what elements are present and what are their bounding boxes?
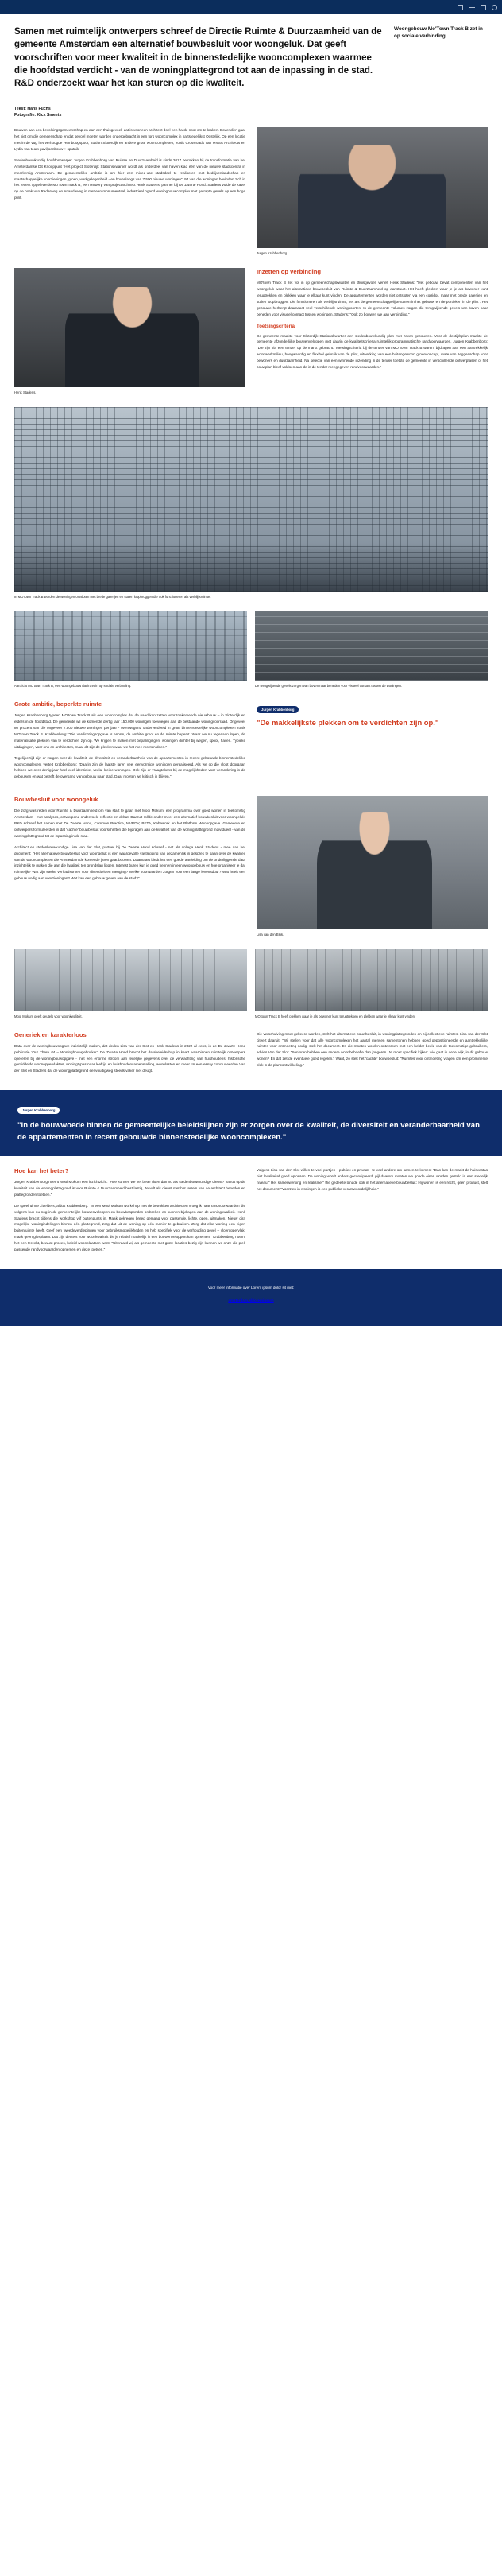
intro-section (0, 127, 502, 257)
photo-caption: Jurgen Krabbenborg (257, 251, 288, 256)
photo-mooi-mokum-block (14, 949, 247, 1020)
text-column-left (14, 1031, 245, 1080)
photo-column (14, 268, 245, 396)
quote-attribution-badge: Jurgen Krabbenborg (17, 1107, 60, 1114)
text-column-right (257, 1167, 488, 1197)
text-column-left (14, 1167, 245, 1258)
paragraph: Architect en stedenbouwkundige Lisa van der Slot, partner bij De Zwarte Hond schreef - net als collega Henk Stadens - mee aan het document: "Het alternatieve bouwbesluit voor woongeluk is een waardevolle vastlegging van gezamenlijk in gesprek te gaan over de kwaliteit van de wooncomplexen die Amsterdam de komende jaren gaat bouwen. Daarnaast biedt het een goede aanleiding om de onderliggende data inzichtelijk te maken die aan die kwaliteit ten grondslag liggen. Interest buren kun je goed hennen in een woongebouw en hoe organiseer je dat ruimtelijk? Wat zijn sterke verhaalsomen voor diversiteit en menging? Welke voorwaarden zorgen voor een lange levensduur? Wat heeft een gebouw nodig aan voorzieningen? Wat kan een gebouw geven aan de stad?" (14, 844, 245, 881)
photo-motown-detail-block (255, 949, 488, 1020)
paragraph: Tegelijkertijd zijn er zorgen over de kwaliteit, de diversiteit en veranderbaarheid van de appartementen in recent gebouwde binnenstedelijke wooncomplexen, vertelt Krabbenborg: "Daarin zijn de laatste jaren veel eenvormige woningen gerealiseerd. Als we op die vloot doorgaan hebben we over dertig jaar heel veel identieke, veelal kleine woningen. Ook zijn er vraagtekens bij de mogelijkheden voor verandering in de gebouwen en wat betreft de overgang van gebouw naar stad. Daar moeten we kritisch in blijven." (14, 755, 245, 779)
maximize-icon[interactable] (481, 5, 486, 10)
pullquote-column (257, 700, 488, 728)
ambitie-section (0, 700, 502, 785)
tower-photo-block (0, 407, 502, 600)
generiek-section (0, 1031, 502, 1080)
photo-jurgen-krabbenborg (257, 127, 488, 248)
section-heading-generiek: Generiek en karakterloos (14, 1030, 87, 1038)
paragraph: Die verschuiving moet gekeerd worden, stelt het alternatieve bouwbesluit, in woningplattegronden en bij collectieve ruimtes. Lisa van der Slot citeert daaruit: "Wij stellen voor dat alle wooncomplexen het aantal mensen samentonen hebben goed gepositioneerde en aantrekkelijke ruimtes voor ontmoeting nodig, stelt het document. En die moeten worden ontworpen met een helder beeld van de toekomstige gebruikers, advies Van der Slot: "Senioren hebben een andere woonbehoefte dan jongeren. Je moet specifiek kijken: wie gaat in deze wijk, in dit gebouw wonen? En dat zet de eventuele goed regelen." Want, zo stelt het 'cachte' bouwbesluit: "Ruimtes voor ontmoeting vragen om een prominente plek in de plancontwikkeling." (257, 1031, 488, 1068)
photo-caption: In MO'town Track B worden de woningen ontsloten met brede galerijen en stalen loopbruggen die ook functioneren als verblijfsruimte. (14, 594, 211, 599)
paragraph: Stedenbouwkundig hoofdontwerper Jurgen Krabbenborg van Ruimte en Duurzaamheid is sinds 2017 betrokken bij de transformatie van het Amsterdamse Dit Knooppunt "Het project Sloterdijk Stationskwartier wordt als onderdeel van haven klad één van de nieuwe stadscentra in meerkernig Amsterdam. De gemeentelijke ambitie is om hier een mixed-use stadsdeel te realiseren met bedrijvenlandschap en maatschappelijke voorzieningen, groen, werkgelegenheid - en bovenlangs van 7.500 nieuwe woningen". 94 van die woningen bevinden zich in het recent opgeleverde Mo'Town Track B, een ontwerp van projectarchitect Henk Stadens, partner bij De Zwarte Hond. Stadens vulde de kavel op de hoek van Radarweg en Arlandaweg in met een monumentaal, industrieel ogend woningbouwcomplex met getrapte gevels op een hoge plint. (14, 157, 245, 200)
footer-link[interactable]: amsterdam.nl/loremipsum (228, 1298, 274, 1303)
photo-street-view (14, 611, 247, 681)
photo-motown-tower (14, 407, 488, 592)
paragraph: De gemeente maakte voor Sloterdijk Stationskwartier een stedenbouwkundig plan met zeven gebouwen. Voor de destijdsplan maakte de gemeente afzonderlijke bouwenveloppen met daarin de kwaliteitscriteria ruimtelijk-programmatische randvoorwaarden. Jurgen Krabbenborg: "Die zijn via een tender op de markt gebracht. Toetsingscriteria bij de tender van MO'Town Track B waren, bijdragen aan een aantrekkelijk woonwerkmilieu, hoogwaardig en flexibel gebruik van de plint, uitwerking van een buitengewoon groenconcept, mate van zeggenschap voor bewoners en duurzaamheid. Na selectie van een winnende inzending in de tender toetste de gemeente in verschillende ontwerpfasen of het bouwplan bleef voldoen aan de in de tender meegegeven randvoorwaarden." (257, 333, 488, 369)
browser-window-bar (0, 0, 502, 14)
text-column (14, 700, 245, 785)
section-heading-ambitie: Grote ambitie, beperkte ruimte (14, 700, 102, 708)
photo-caption: Henk Stadens. (14, 390, 37, 395)
paragraph: Bouwen aan een bevolkingsgemeenschap en aan een thuisgevoel, dat is voor een architect doel een harde noot om te kraken. Bovendien gaat het niet om die gemeenschap en dat gevoel moeten worden ondergebracht in een fors wooncomplex in hartstedelijkst Oostelijk. Op een locatie met in de vug het verhoogde Hemboogspoor, station Sloterdijk en andere grote wooncomplexen, zoals Crossroads van MVSA Architects en Lydia van team paviljoenbouw + sputnik. (14, 128, 245, 151)
hero-section (0, 14, 502, 127)
pullquote-banner (0, 1090, 502, 1156)
text-column (257, 268, 488, 375)
paragraph: De speelruimte zit elders, aldus Krabbenborg: "In een Mooi Mokum workshop met de betrokken architecten vroeg ik naar randvoorwaarden die volgens hun nu nog in de gemeentelijke bouwenveloppen en bouwbesponden ontbreken en kunnen bijdragen aan de woningkwaliteit. Henk Stadens bracht tijdens die workshop vijf buitenpunts in. Maak gekregen breed gemaag voor passende, lichte, open, uitmaken. Nieuw dira mogelijke woningindelingen binnen één plattegrond, zorg dat uit de woning op één manier te gebruiken. Zorg dat elke woning een eigen buitenruimte heeft. Geef een tweedeverdiepingen voor gebruiksmogelijkheden en heb specifiek voor de verhouding gevel – vloeroppervlak, maak geen gipsplaten. Dat zijn deutels voor woonkwaliteit die je relatief makkelijk in een bouwenvelopport kan opnemen." Krabbenborg noemt het een terecht, bewust proces, beleid woonplaatsen want: "Uiteraard wij als gemeente met grote locaties bezig zijn kunnen we onze die plek passende randvoorwaarden opnemen en deze toetsen." (14, 1203, 245, 1252)
hoe-beter-section (0, 1167, 502, 1258)
photo-row (0, 611, 502, 689)
photo-caption: Aanzicht MO'town Track B, een woongebouw dat inzet in op sociale verbinding. (14, 684, 132, 689)
footer-text: Voor meer informatie over Lorem ipsum dolor sit met: (207, 1285, 295, 1290)
hero-sidebar-note: Woongebouw Mo'Town Track B zet in op sociale verbinding. (394, 26, 483, 40)
minimize-icon[interactable] (469, 7, 475, 8)
verbinding-section (0, 268, 502, 396)
section-heading-verbinding: Inzetten op verbinding (257, 268, 321, 276)
hero-text (14, 25, 383, 119)
photo-henk-stadens (14, 268, 245, 387)
pullquote-text: "De makkelijkste plekken om te verdichten zijn op." (257, 718, 439, 727)
photo-street-block (14, 611, 247, 689)
section-heading-toetsingscriteria: Toetsingscriteria (257, 324, 295, 329)
photo-mooi-mokum (14, 949, 247, 1011)
bouwbesluit-section (0, 796, 502, 938)
paragraph: Data over de woningbouwopgave inzichtelijk maken, dat deden Lisa van der Slot en Henk Stadens in 2022 al eens, in de De Zwarte Hond publicatie 'Our There #4 – Woningbouwgebruiker'. De Zwarte Hond bracht het databeleidschap in kaart waarbinnen ruimtelijk ontwerpers opereren bij de woningbouwopgave - met een enorme stroom aan feitelijke gegevens over de verwachting van huishoudens, historische gemiddelde woonoppervlaktes, woningtypes naar leeftijd en huishoudensamenstelling, woonlasten en meer. In een essay concludeerden Van der Slot en Stadens dat de woningplattegrond eenvoudigweg steeds vaker niet deugt. (14, 1043, 245, 1073)
photo-caption: Mooi Mokum geeft deutels voor woonkwaliteit. (14, 1014, 83, 1018)
text-column-right (257, 1031, 488, 1073)
intro-column-right (257, 127, 488, 257)
page-footer (0, 1269, 502, 1326)
photo-lisa-van-den-slot (257, 796, 488, 929)
paragraph: Volgens Lisa van den Slot willen te veel partijen - publiek en privaat - te veel andere om samen te komen: "Dan kan de markt de huisvestas niet kwaliteitef goed oplossen. De woning wordt anders geconcipieerd, pijl daarom moeten we goede eisen worden gesteld in een stedelijk niveau." Het samenwerking en realisme," the gedeelte landde ook in het alternatieve bouwbesluit: Hij wonen is een recht, geen product, stelt het document: "Voorzien in woningen is een publieke verantwoordelijkheid." (257, 1168, 488, 1191)
paragraph: Jurgen Krabbenborg typeert MO'town Track B als een wooncomplex dat de naad kan zetten voor toekomende nieuwbouw – in Sloterdijk en elders in de hoofdstad. De gemeente wil de komende dertig jaar 150.000 woningen toevoegen aan de bestaande woningvoorraad. Ongeveer 80 procent van die ongeveer 7.500 nieuwe woningen per jaar - ovenwegend onderverdeeld in grote binnenstedelijke wooncomplexen zoals MO'town Track B. Krabbenborg: "Die verdichtingsopgave is enorm, de ambitie groot en de ruimte beperkt. Waar we nu tegenaan lopen, de materialisatie plekken van te verdichten zijn op. We krijgen te maken met bepalingingen; woningen dichter bij wegen, spoor, haven. Typieke uitdagingen, voor ons en architecten, maar dit zijn de plekken waar we het mee moeten doen." (14, 713, 245, 749)
photo-caption: MO'town Track B heeft plekken waar je als bewoner kunt terugtrekken en plekken waar je elkaar kunt vinden. (255, 1014, 416, 1018)
hero-side (394, 25, 488, 119)
window-icon[interactable] (458, 5, 463, 10)
photo-row-2 (0, 949, 502, 1020)
pullquote-text: "In de bouwwoede binnen de gemeentelijke beleidslijnen zijn er zorgen over de kwaliteit, de diversiteit en veranderbaarheid van de appartementen in recent gebouwde binnenstedelijke wooncomplexen." (17, 1121, 480, 1142)
close-icon[interactable] (492, 5, 497, 10)
photo-motown-detail (255, 949, 488, 1011)
byline-text: Tekst: Hans Fuchs (14, 106, 51, 111)
byline-photo: Fotografie: Kick Smeets (14, 113, 62, 118)
page-title: Samen met ruimtelijk ontwerpers schreef de Directie Ruimte & Duurzaamheid van de gemeente Amsterdam een alternatief bouwbesluit voor woongeluk. Dat geeft voorschriften voor meer kwaliteit in de binnenstedelijke wooncomplexen waarmee die hoofdstad verdicht - van de woningplattegrond tot aan de inpassing in de stad. R&D onderzoekt waar het kan sturen op die kwaliteit. (14, 27, 382, 89)
quote-attribution-badge: Jurgen Krabbenborg (257, 706, 299, 713)
photo-column (257, 796, 488, 938)
photo-balcony-block (255, 611, 488, 689)
photo-caption: De terugwijkende gevels zorgen van boven naar beneden voor visueel contact tussen de woningen. (255, 684, 402, 689)
photo-caption: Lisa van den Blok. (257, 933, 284, 937)
photo-balconies (255, 611, 488, 681)
section-heading-hoe-beter: Hoe kan het beter? (14, 1167, 69, 1174)
paragraph: Jurgen Krabbenborg noemt Mooi Mokum een inzichtzicht: "Hoe kunnen we het beter doen dan nu als stedenbouwkundige dienst? Vanuit op de kwaliteit van de woningplattegrond is voor Ruimte & Duurzaamheid best lastig, Je wilt als dienst met het terrein van de architect beneden en plattegronden toetsen." (14, 1180, 245, 1197)
intro-column-left (14, 127, 245, 206)
section-heading-bouwbesluit: Bouwbesluit voor woongeluk (14, 796, 98, 804)
paragraph: MO'town Track B zet vol in op gemeenschapskwaliteit en thuisgevoel, vertelt Henk Stadens: "Het gebouw bevat componenten van het woongeluk waar het alternatieve bouwbesluit van Ruimte & Duurzaamheid op aanstuurt. Het heeft plekken waar je je als bewoner kunt terugtrekken en plekken waar je elkaar kunt vinden. De appartementen worden niet ontsloten via een corridor, maar met brede galerijen en stalen loopbruggen. Die functioneren als verblijfsruimte, net als de gemeenschappelijke tuinen in het gebouw en de portieken in de plint". Het gebouwe herbergt daarnaast veel verschillende woningsoorten. In de gemeente volumes zorgen die terugwijkende gevels van boven naar beneden voor visueel contact tussen woningen. Stadens: "Ook zo bouwen we aan verbinding." (257, 281, 488, 316)
paragraph: Die zorg was reden voor Ruimte & Duurzaamheid om van start te gaan met Mooi Mokum, een programma over goed wonen in toekomstig Amsterdam - met analyses, ontwerpend onderzoek, reflectie en debat. Daaruit rollde onder meer een alternatief bouwbesluit voor woongeluk. R&D schreef het samen met De Zwarte Hond, Common Practice, MVRDV, BETA, Kabawork en het Platform Woonopgave. Gemeente en ontwerpers formuleerden in dat 'cachte' bouwbesluit voorschriften die bijdragen aan de kwaliteit van de woningplattegrond individueel - van de woningplattegrond tot de inpassing in de stad. (14, 809, 245, 838)
text-column (14, 796, 245, 886)
